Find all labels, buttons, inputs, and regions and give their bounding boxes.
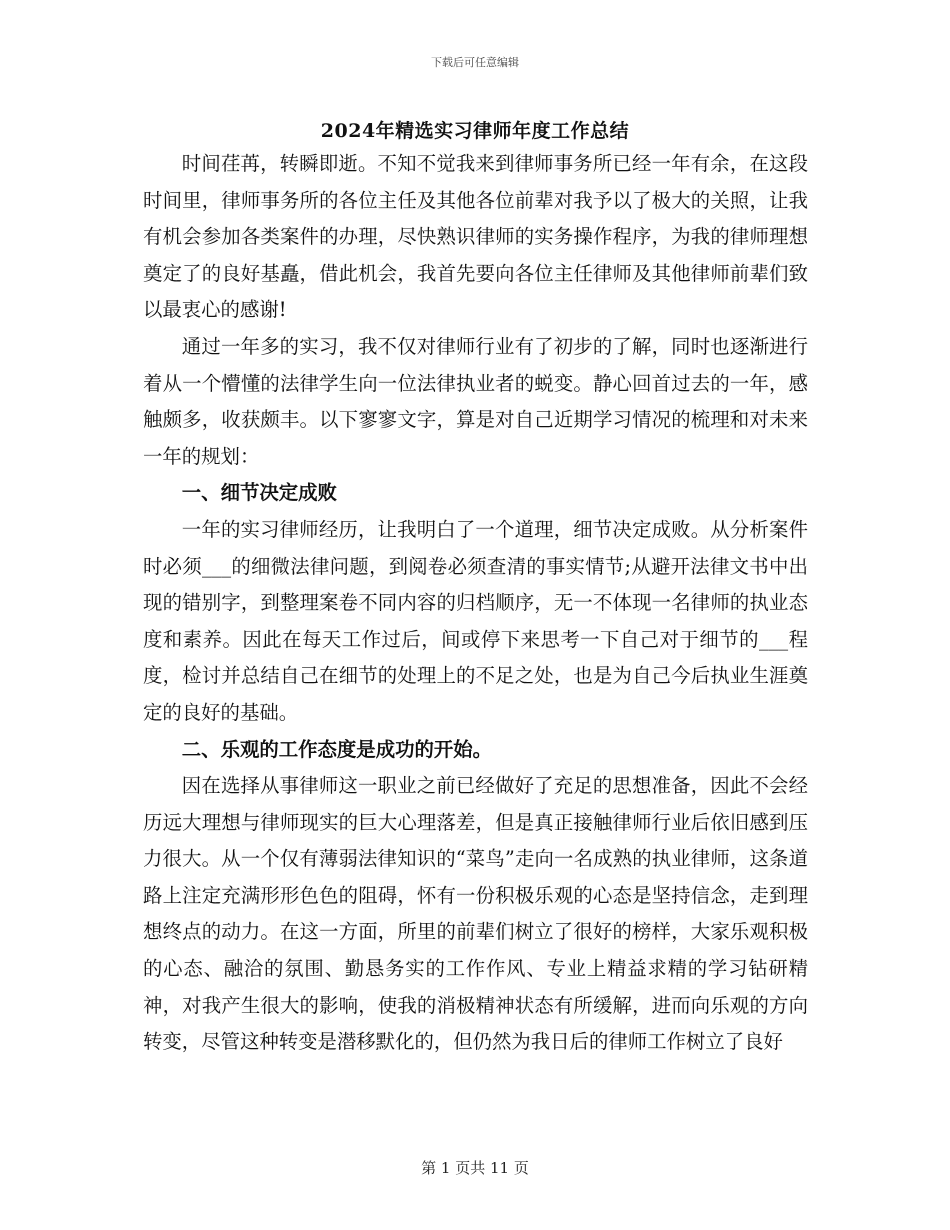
paragraph-attitude: 因在选择从事律师这一职业之前已经做好了充足的思想准备，因此不会经历远大理想与律师现实的巨大心理落差，但是真正接触律师行业后依旧感到压力很大。从一个仅有薄弱法律知识的“菜鸟”走向一名成熟的执业律师，这条道路上注定充满形形色色的阻碍，怀有一份积极乐观的心态是坚持信念，走到理想终点的动力。在这一方面，所里的前辈们树立了很好的榜样，大家乐观积极的心态、融洽的氛围、勤恳务实的工作作风、专业上精益求精的学习钻研精神，对我产生很大的影响，使我的消极精神状态有所缓解，进而向乐观的方向转变，尽管这种转变是潜移默化的，但仍然为我日后的律师工作树立了良好 <box>143 774 808 1054</box>
document-title: 2024年精选实习律师年度工作总结 <box>320 120 630 142</box>
page-header-note: 下载后可任意编辑 <box>431 56 519 69</box>
section-heading-details: 一、细节决定成败 <box>181 481 337 505</box>
page-number: 第 1 页共 11 页 <box>421 1159 529 1177</box>
paragraph-reflection: 通过一年多的实习，我不仅对律师行业有了初步的了解，同时也逐渐进行着从一个懵懂的法律学生向一位法律执业者的蜕变。静心回首过去的一年，感触颇多，收获颇丰。以下寥寥文字，算是对自己近期学习情况的梳理和对未来一年的规划： <box>143 334 808 468</box>
section-heading-attitude: 二、乐观的工作态度是成功的开始。 <box>181 737 493 761</box>
paragraph-details: 一年的实习律师经历，让我明白了一个道理，细节决定成败。从分析案件时必须___的细微法律问题，到阅卷必须查清的事实情节;从避开法律文书中出现的错别字，到整理案卷不同内容的归档顺序，无一不体现一名律师的执业态度和素养。因此在每天工作过后，间或停下来思考一下自己对于细节的___程度，检讨并总结自己在细节的处理上的不足之处，也是为自己今后执业生涯奠定的良好的基础。 <box>143 517 808 724</box>
document-body <box>143 146 808 1061</box>
paragraph-intro: 时间荏苒，转瞬即逝。不知不觉我来到律师事务所已经一年有余，在这段时间里，律师事务所的各位主任及其他各位前辈对我予以了极大的关照，让我有机会参加各类案件的办理，尽快熟识律师的实务操作程序，为我的律师理想奠定了的良好基矗，借此机会，我首先要向各位主任律师及其他律师前辈们致以最衷心的感谢! <box>143 152 808 322</box>
